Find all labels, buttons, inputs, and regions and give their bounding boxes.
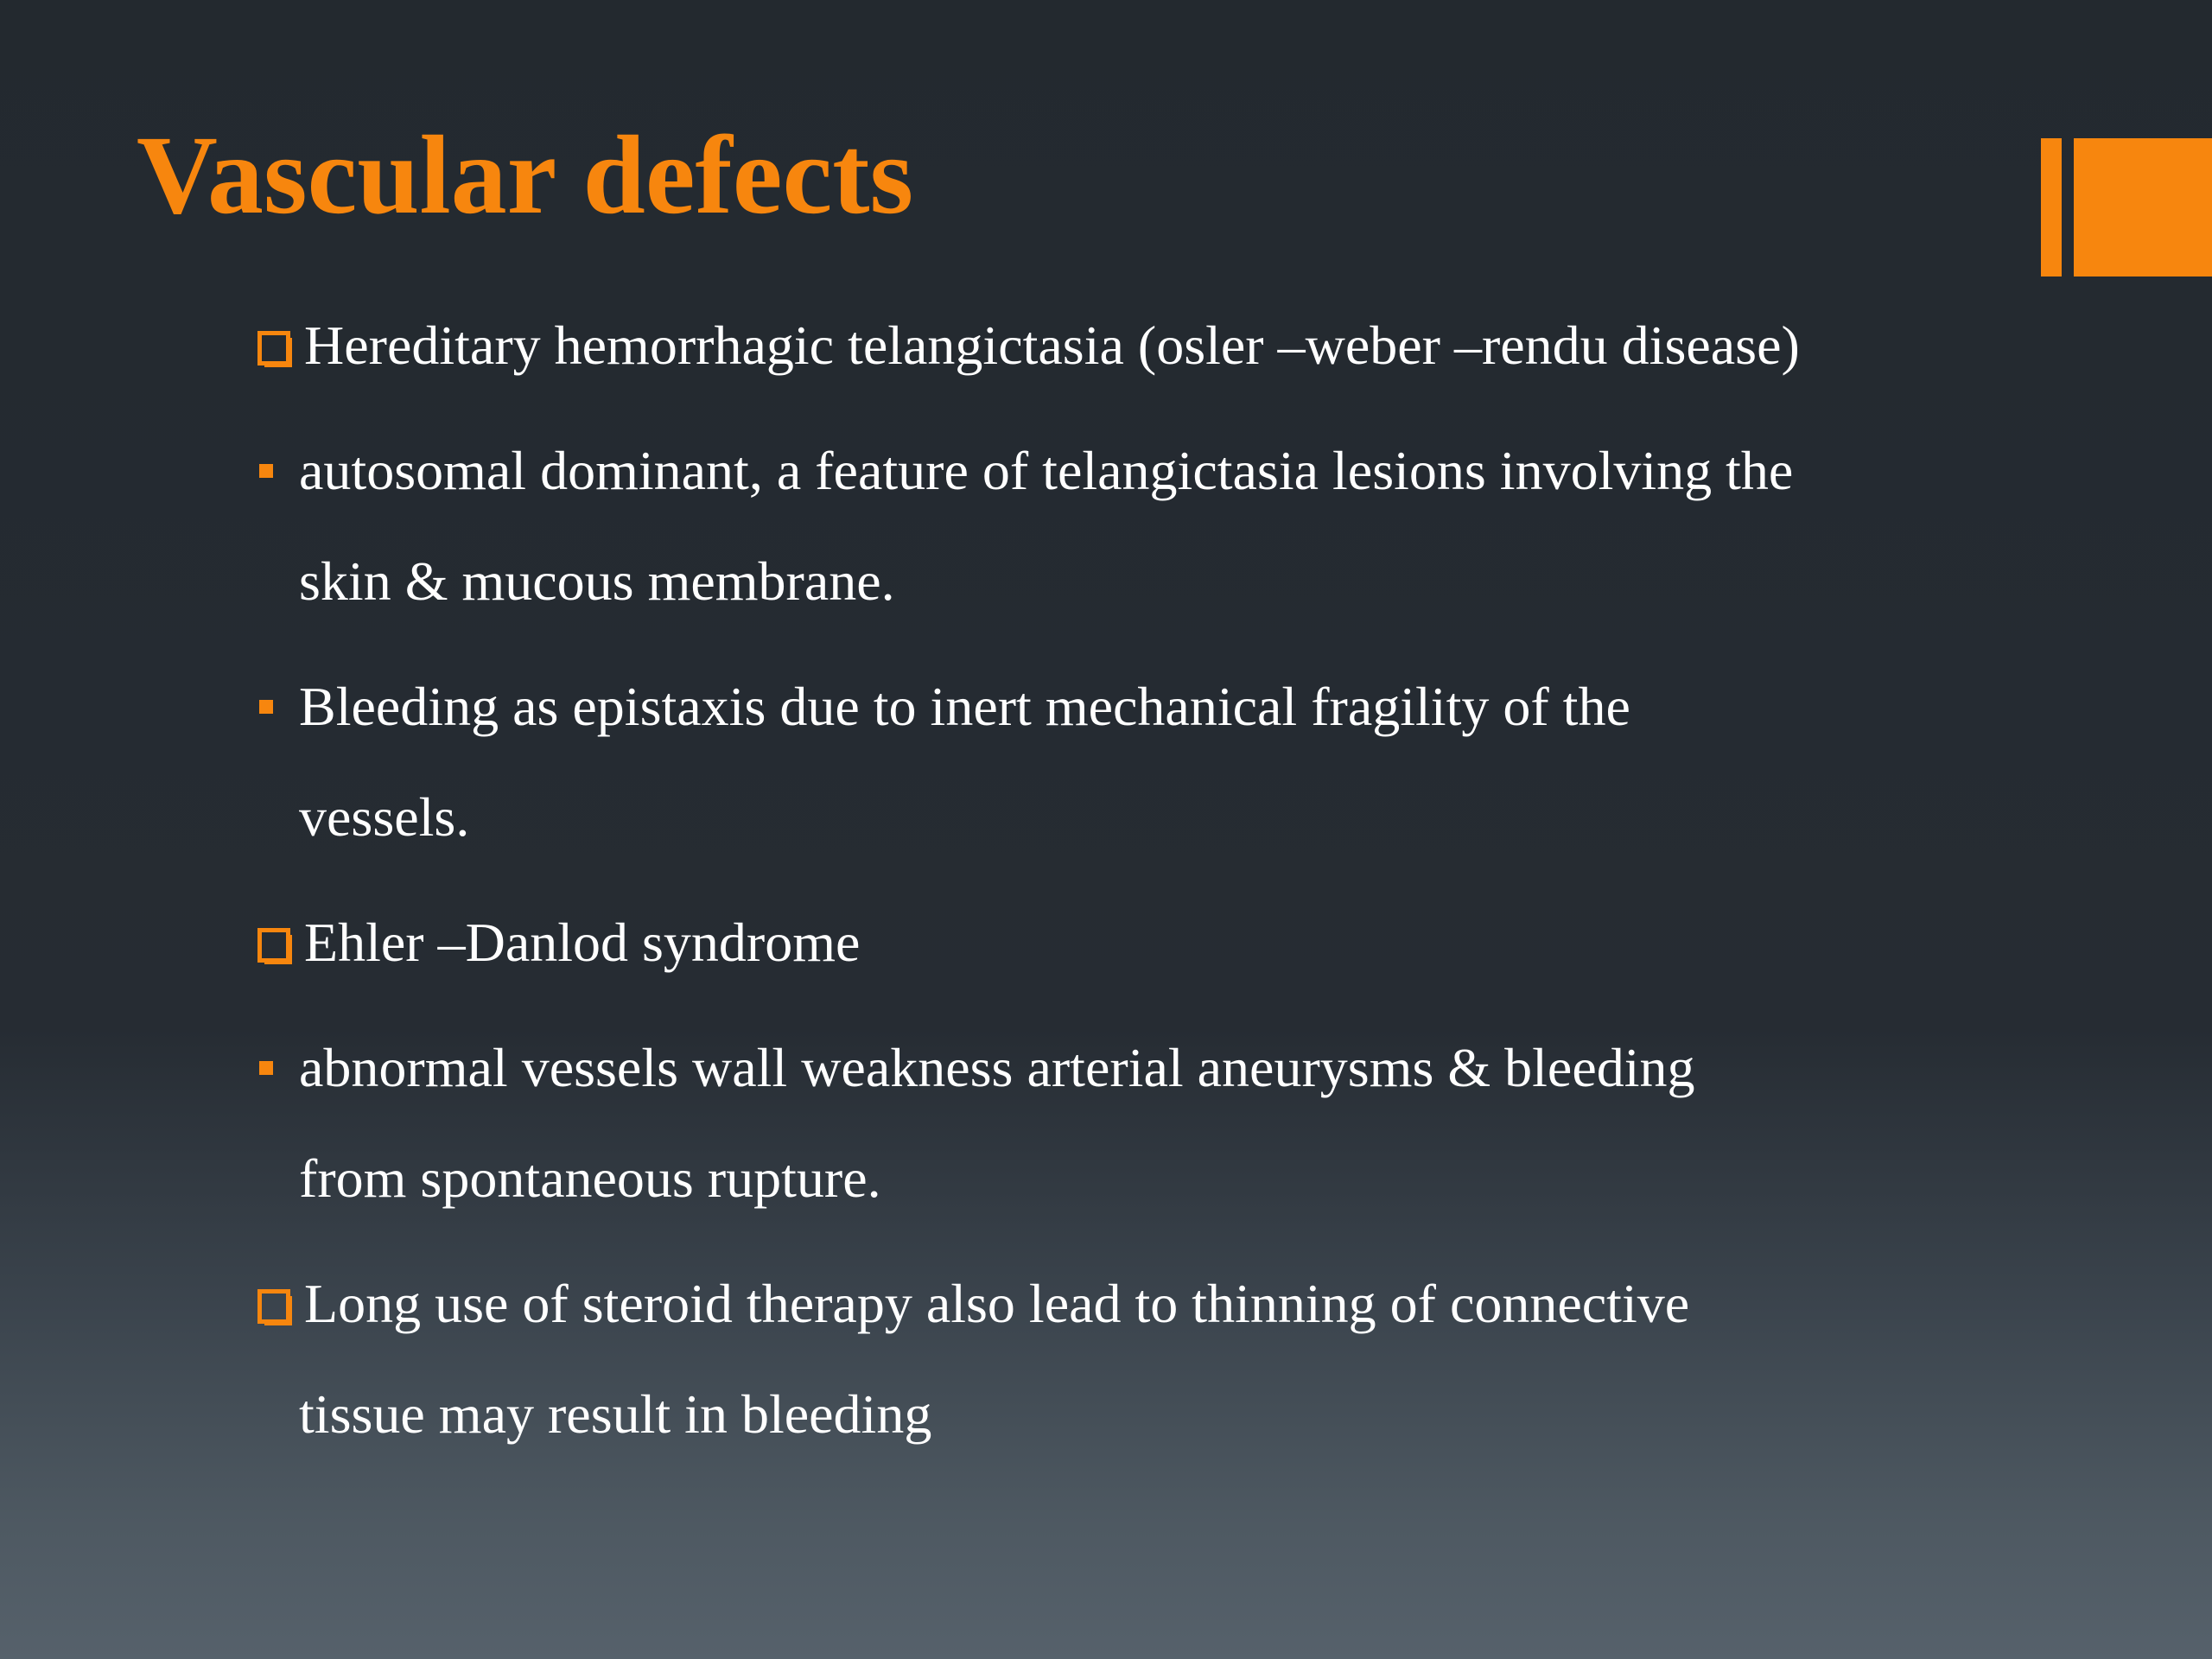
accent-bar-thin [2041,138,2062,276]
shadowed-box-icon [257,331,292,367]
shadowed-box-icon [257,1289,292,1325]
slide-title: Vascular defects [137,113,914,238]
list-item-steroid [257,1265,1689,1343]
sub-item-abnormal-line-1: abnormal vessels wall weakness arterial aneurysms & bleeding [299,1037,1695,1098]
list-item-steroid-line-2: tissue may result in bleeding [299,1383,932,1445]
sub-item-bleeding-line-2: vessels. [299,786,470,848]
list-item-ehler-danlod [257,904,860,982]
accent-block [2074,138,2212,276]
sub-item-autosomal-line-1: autosomal dominant, a feature of telangictasia lesions involving the [299,440,1794,501]
square-bullet-icon [259,464,273,478]
sub-item-autosomal-line-2: skin & mucous membrane. [299,550,895,612]
shadowed-box-icon [257,928,292,964]
list-item-text: Hereditary hemorrhagic telangictasia (osler –weber –rendu disease) [304,315,1800,376]
sub-item-abnormal-line-2: from spontaneous rupture. [299,1147,881,1209]
sub-item-bleeding-line-1: Bleeding as epistaxis due to inert mechanical fragility of the [299,676,1630,737]
list-item-text: Ehler –Danlod syndrome [304,912,861,973]
list-item-text: Long use of steroid therapy also lead to thinning of connective [304,1273,1690,1334]
square-bullet-icon [259,1061,273,1075]
square-bullet-icon [259,700,273,714]
list-item-hht [257,307,1800,385]
